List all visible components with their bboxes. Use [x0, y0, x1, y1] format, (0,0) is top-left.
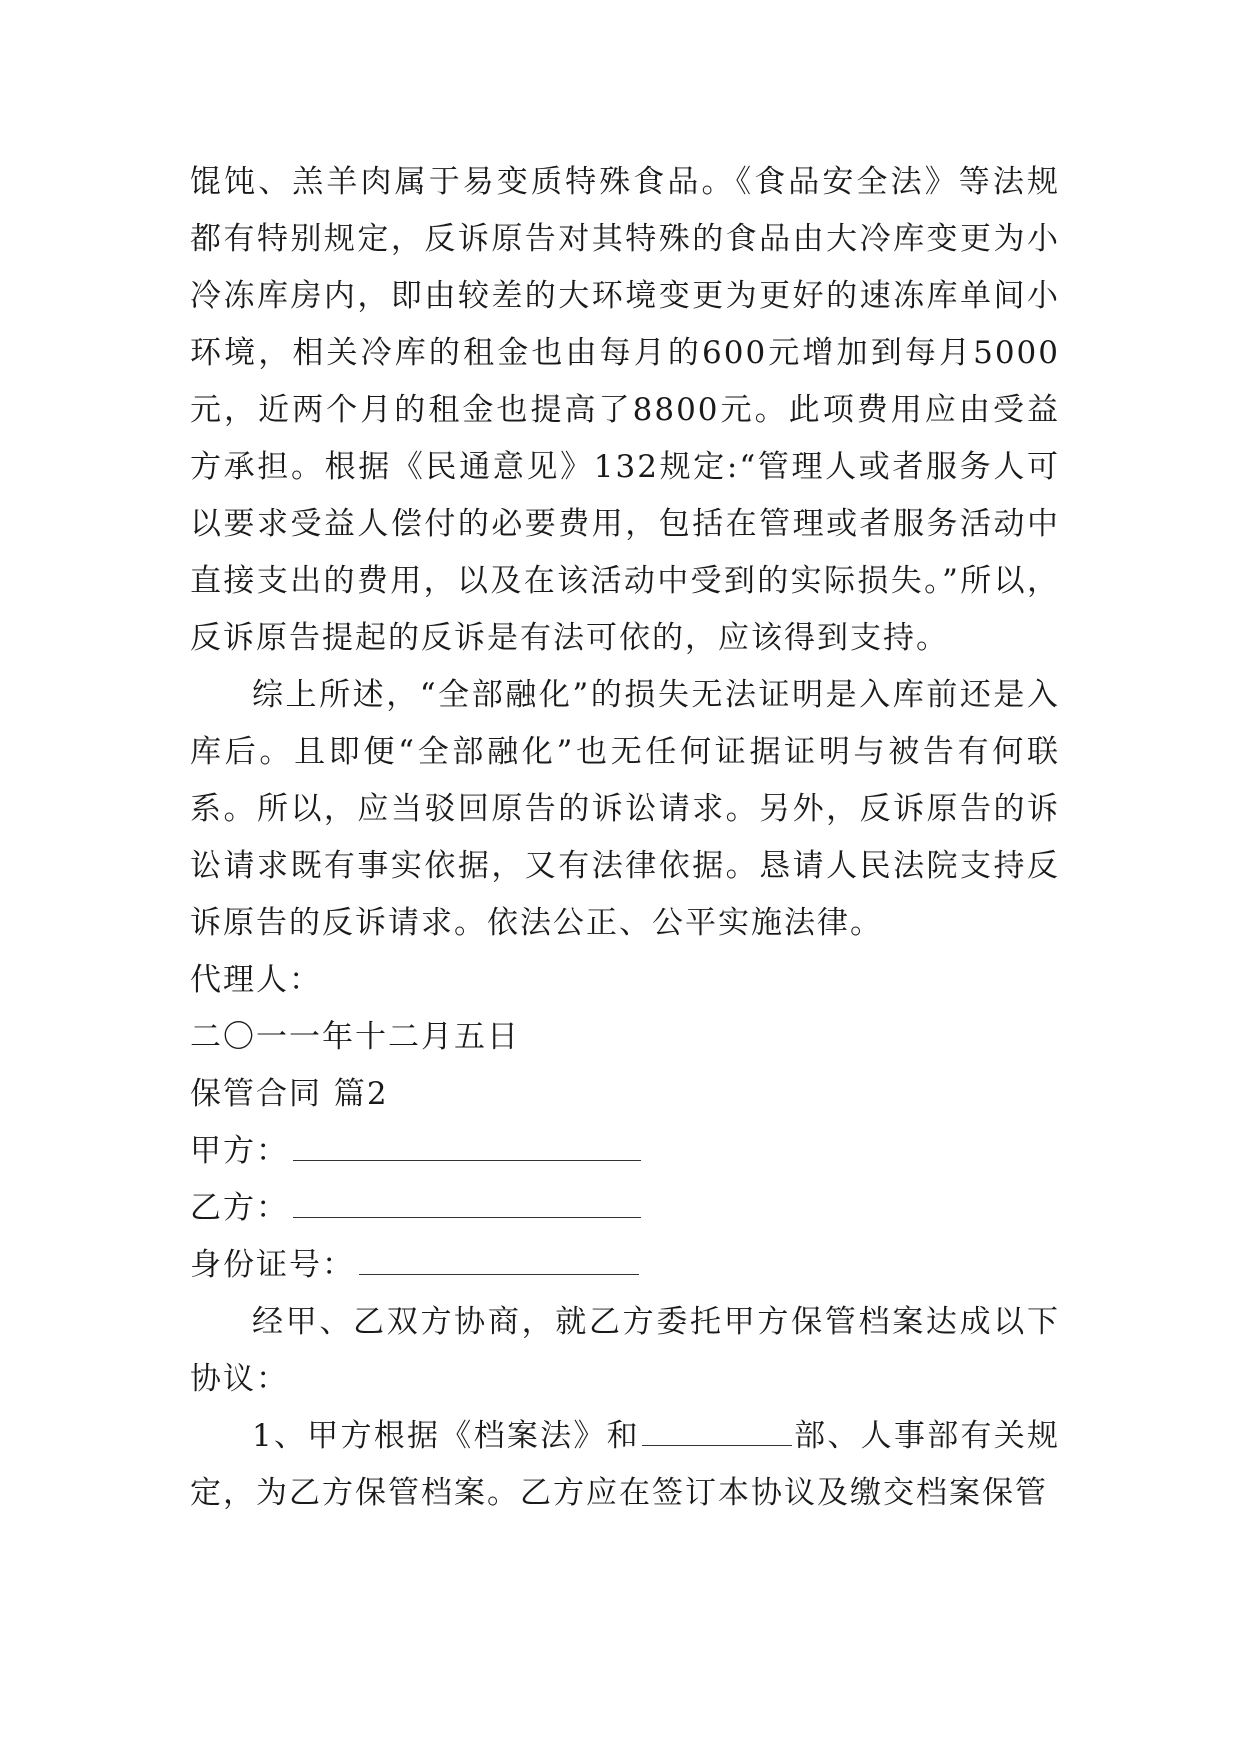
document-body — [190, 154, 1060, 1522]
id-label: 身份证号： — [190, 1247, 355, 1283]
party-b-blank — [293, 1183, 641, 1218]
party-a-blank — [293, 1126, 641, 1161]
party-b-label: 乙方： — [190, 1190, 289, 1226]
paragraph-4-part2: 部、人事部有关规定，为乙方保管档案。乙方应在签订本协议及缴交档案保管 — [190, 1418, 1060, 1511]
paragraph-1: 馄饨、羔羊肉属于易变质特殊食品。《食品安全法》等法规都有特别规定，反诉原告对其特殊的食品由大冷库变更为小冷冻库房内，即由较差的大环境变更为更好的速冻库单间小环境，相关冷库的租金也由每月的600元增加到每月5000元，近两个月的租金也提高了8800元。此项费用应由受益方承担。根据《民通意见》132规定:“管理人或者服务人可以要求受益人偿付的必要费用，包括在管理或者服务活动中直接支出的费用，以及在该活动中受到的实际损失。”所以，反诉原告提起的反诉是有法可依的，应该得到支持。 — [190, 164, 1060, 656]
party-a-label: 甲方： — [190, 1133, 289, 1169]
paragraph-4 — [190, 1408, 1060, 1522]
section-title: 保管合同 篇2 — [190, 1076, 389, 1112]
signature-date: 二〇一一年十二月五日 — [190, 1019, 520, 1055]
agent-label: 代理人： — [190, 962, 322, 998]
department-blank — [642, 1415, 792, 1446]
paragraph-3: 经甲、乙双方协商，就乙方委托甲方保管档案达成以下协议： — [190, 1304, 1060, 1397]
id-blank — [359, 1240, 639, 1275]
paragraph-2: 综上所述，“全部融化”的损失无法证明是入库前还是入库后。且即便“全部融化”也无任何证据证明与被告有何联系。所以，应当驳回原告的诉讼请求。另外，反诉原告的诉讼请求既有事实依据，又有法律依据。恳请人民法院支持反诉原告的反诉请求。依法公正、公平实施法律。 — [190, 677, 1060, 941]
paragraph-4-part1: 1、甲方根据《档案法》和 — [252, 1418, 640, 1454]
id-line — [190, 1237, 1060, 1294]
party-b-line — [190, 1180, 1060, 1237]
party-a-line — [190, 1123, 1060, 1180]
